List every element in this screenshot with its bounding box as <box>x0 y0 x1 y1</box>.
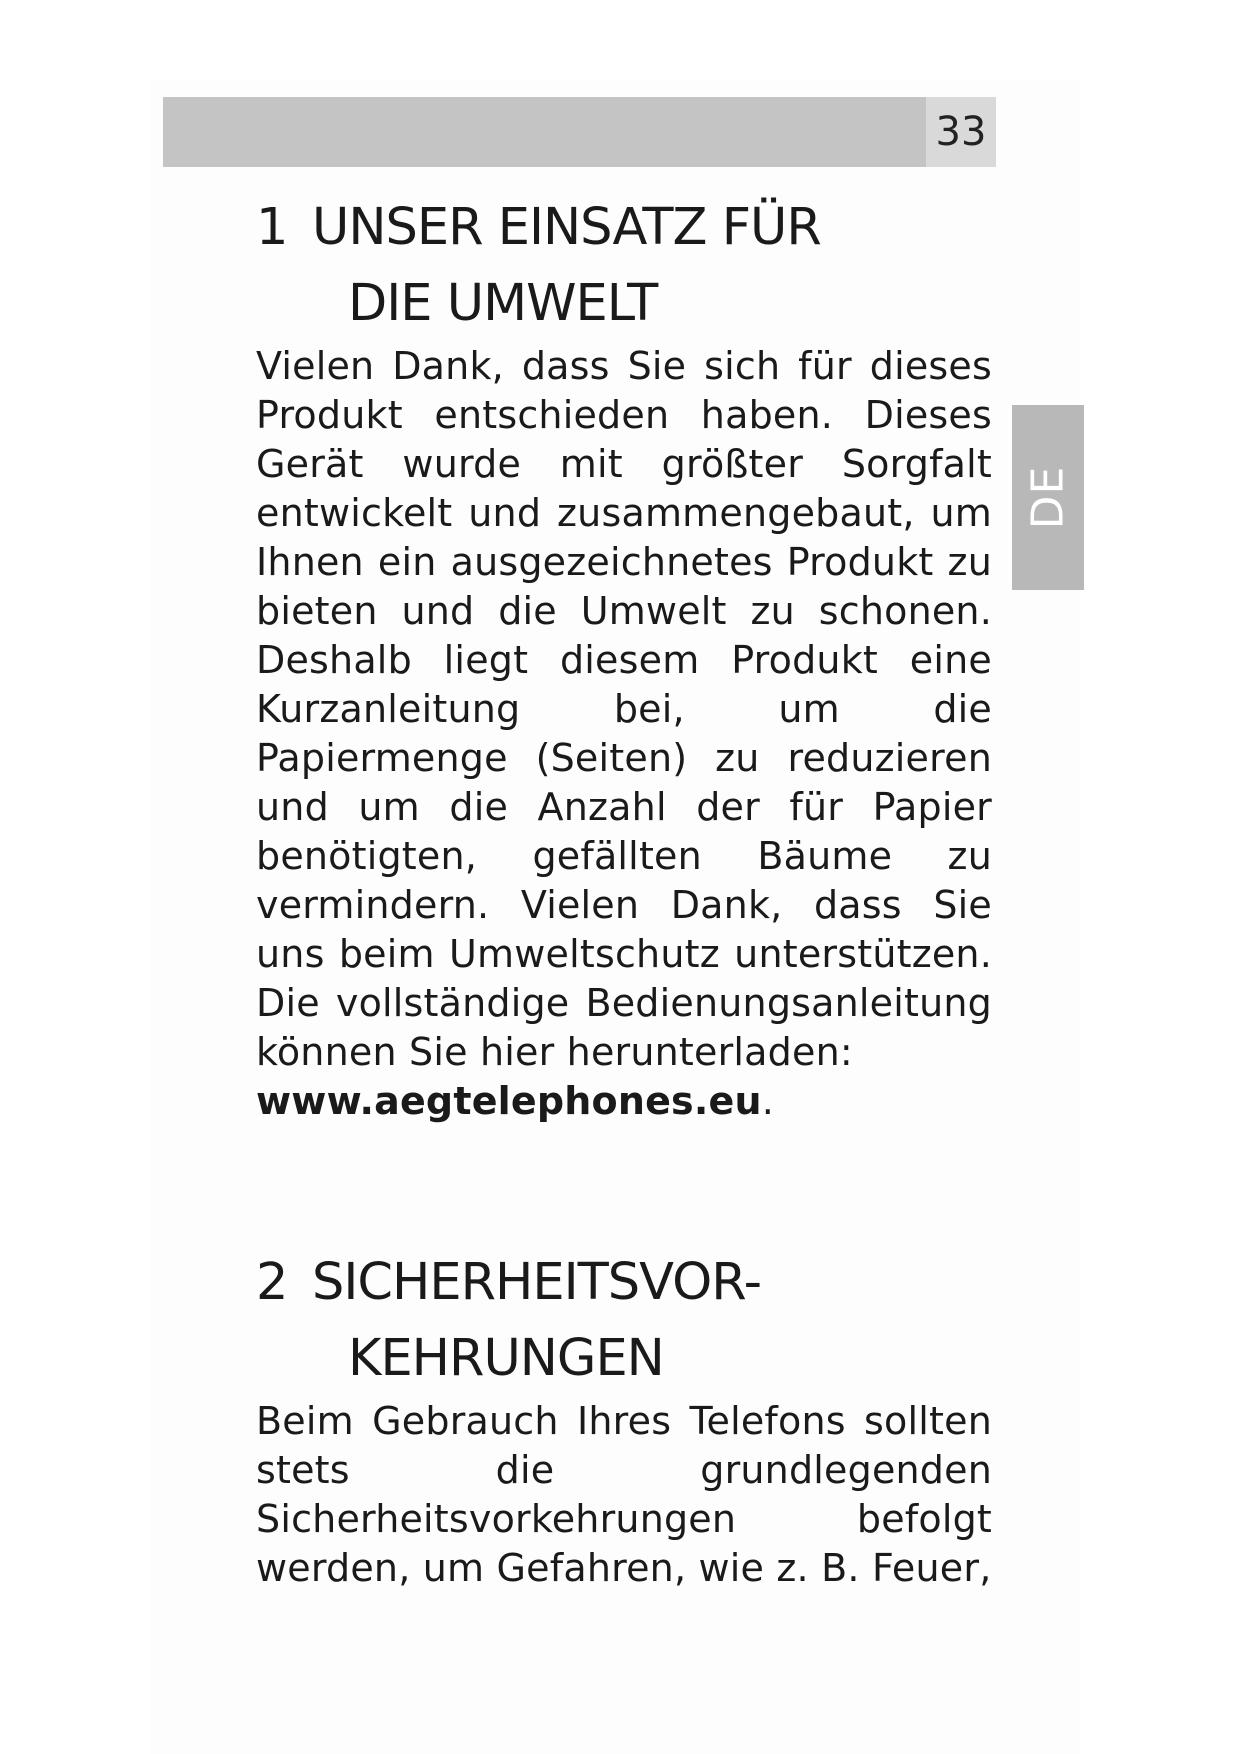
section-number: 2 <box>256 1253 288 1312</box>
section-body <box>256 1397 992 1593</box>
page-number <box>926 97 996 167</box>
section-heading <box>256 190 992 342</box>
section-title-line2: DIE UMWELT <box>348 274 658 333</box>
language-tab-label: DE <box>1022 465 1074 530</box>
section-title-line1: SICHERHEITSVOR- <box>312 1253 762 1312</box>
page-number-label: 33 <box>935 109 987 155</box>
section-body <box>256 342 992 1126</box>
language-tab <box>1012 405 1084 590</box>
section-environment <box>256 190 992 1126</box>
link-suffix: . <box>761 1079 775 1123</box>
section-title-line1: UNSER EINSATZ FÜR <box>312 198 821 257</box>
section-body-text: Vielen Dank, dass Sie sich für dieses Produkt entschieden haben. Dieses Gerät wurde mit größter Sorgfalt entwickelt und zusammengebaut, um Ihnen ein ausgezeichnetes Produkt zu bieten und die Umwelt zu schonen. Deshalb liegt diesem Produkt eine Kurzanleitung bei, um die Papiermenge (Seiten) zu reduzieren und um die Anzahl der für Papier benötigten, gefällten Bäume zu vermindern. Vielen Dank, dass Sie uns beim Umweltschutz unterstützen. Die vollständige Bedienungsanleitung können Sie hier herunterladen: <box>256 344 992 1074</box>
download-link[interactable]: www.aegtelephones.eu <box>256 1079 762 1123</box>
section-safety <box>256 1245 992 1593</box>
section-heading <box>256 1245 992 1397</box>
section-title-line2: KEHRUNGEN <box>348 1329 664 1388</box>
section-body-text: Beim Gebrauch Ihres Telefons sollten stets die grundlegenden Sicherheitsvorkehrungen befolgt werden, um Gefahren, wie z. B. Feuer, <box>256 1399 992 1590</box>
section-number: 1 <box>256 198 288 257</box>
header-bar <box>163 97 926 167</box>
